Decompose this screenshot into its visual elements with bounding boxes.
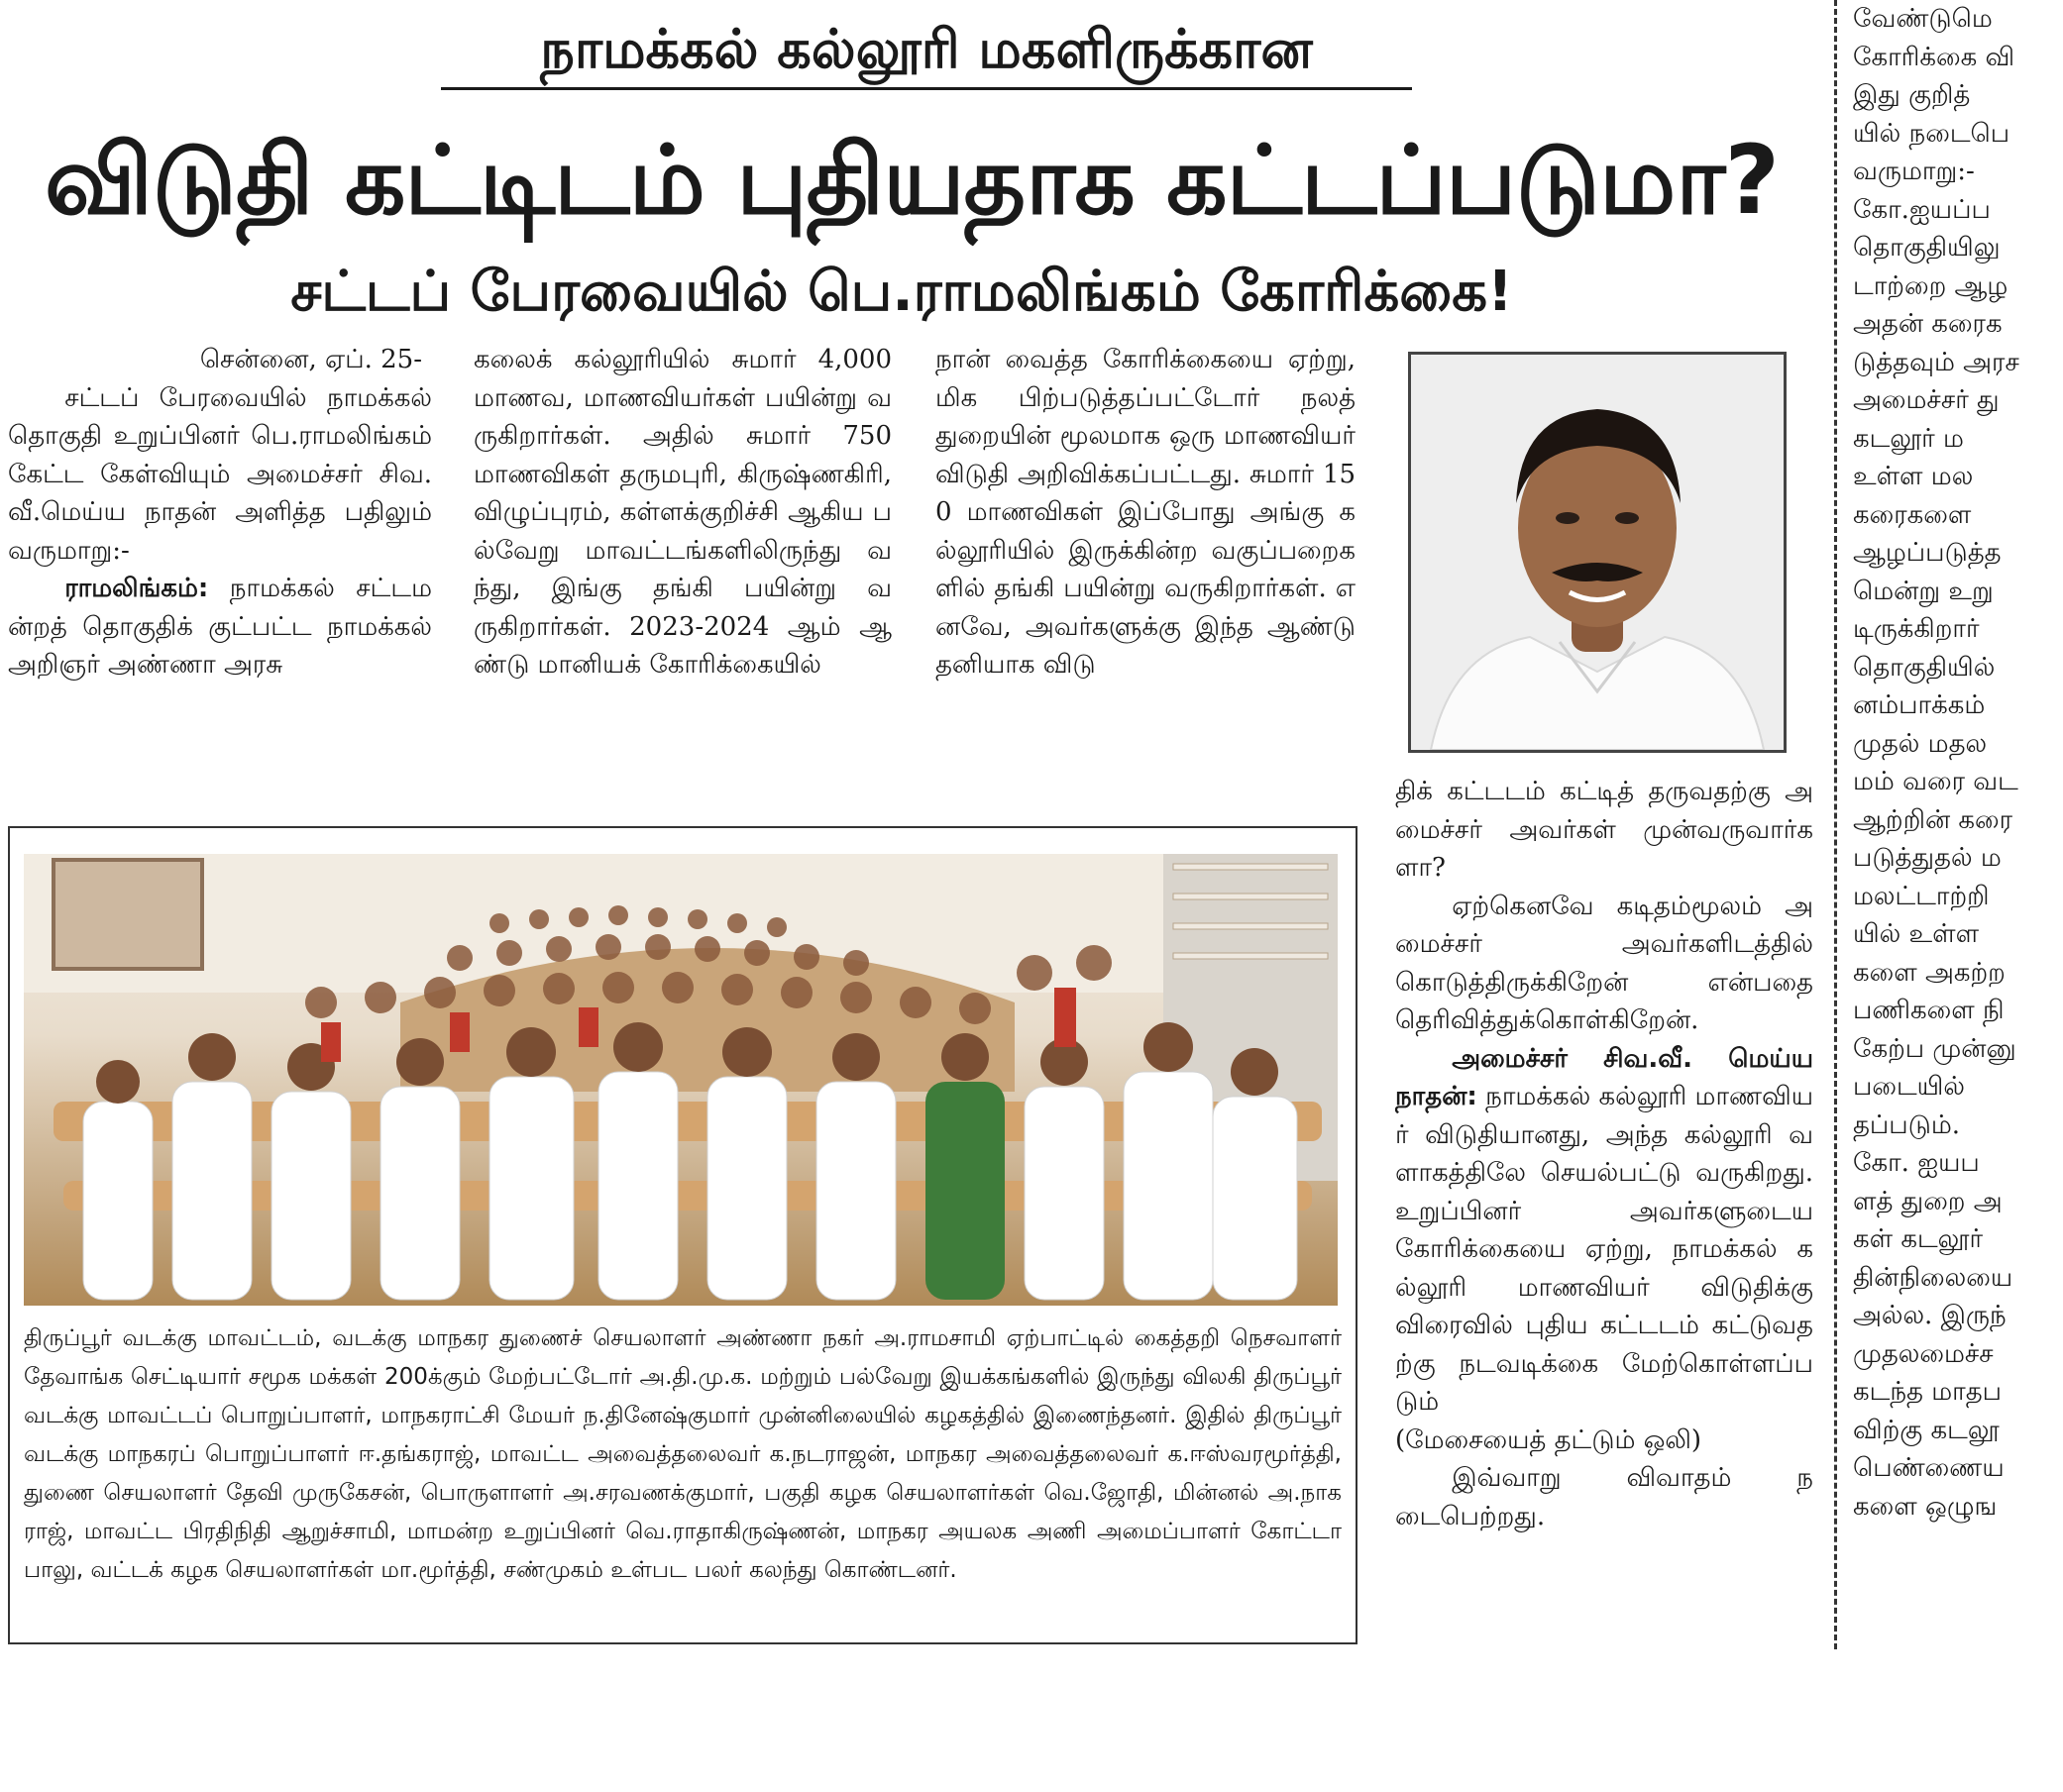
- side-line: மென்று உறு: [1853, 576, 1994, 606]
- side-line: அமைச்சர் து: [1853, 385, 2000, 415]
- question-text-3: நான் வைத்த கோரிக்கையை ஏற்று, மிக பிற்படுத்தப்பட்டோர் நலத் துறையின் மூலமாக ஒரு மாணவியர் விடுதி அறிவிக்கப்பட்டது. சுமார் 150 மாணவிகள் இப்போது அங்கு கல்லூரியில் இருக்கின்ற வகுப்பறைகளில் தங்கி பயின்று வருகிறார்கள். எனவே, அவர்களுக்கு இந்த ஆண்டு தனியாக விடு: [935, 345, 1356, 680]
- applause-note: (மேசையைத் தட்டும் ஒலி): [1395, 1424, 1702, 1455]
- side-line: களை ஒழுங: [1853, 1491, 1998, 1522]
- side-line: தொகுதியில்: [1853, 652, 1996, 683]
- side-line: கோ.ஐயப்ப: [1853, 194, 1991, 225]
- question-text-2: கலைக் கல்லூரியில் சுமார் 4,000 மாணவ, மாணவியர்கள் பயின்று வருகிறார்கள். அதில் சுமார் 750 மாணவிகள் தருமபுரி, கிருஷ்ணகிரி, விழுப்புரம், கள்ளக்குறிச்சி ஆகிய பல்வேறு மாவட்டங்களிலிருந்து வந்து, இங்கு தங்கி பயின்று வருகிறார்கள். 2023-2024 ஆம் ஆண்டு மானியக் கோரிக்கையில்: [474, 345, 892, 680]
- side-line: கடலூர் ம: [1853, 423, 1964, 454]
- answer-speaker: அமைச்சர் சிவ.வீ. மெய்ய நாதன்:: [1395, 1043, 1813, 1111]
- question-paragraph: [8, 570, 432, 685]
- side-line: கோரிக்கை வி: [1853, 42, 2015, 72]
- photo-caption: திருப்பூர் வடக்கு மாவட்டம், வடக்கு மாநகர துணைச் செயலாளர் அண்ணா நகர் அ.ராமசாமி ஏற்பாட்டில் கைத்தறி நெசவாளர் தேவாங்க செட்டியார் சமூக மக்கள் 200க்கும் மேற்பட்டோர் அ.தி.மு.க. மற்றும் பல்வேறு இயக்கங்களில் இருந்து விலகி திருப்பூர் வடக்கு மாவட்டப் பொறுப்பாளர், மாநகராட்சி மேயர் ந.தினேஷ்குமார் முன்னிலையில் கழகத்தில் இணைந்தனர். இதில் திருப்பூர் வடக்கு மாநகரப் பொறுப்பாளர் ஈ.தங்கராஜ், மாவட்ட அவைத்தலைவர் க.நடராஜன், மாநகர அவைத்தலைவர் க.ஈஸ்வரமூர்த்தி, துணை செயலாளர் தேவி முருகேசன், பொருளாளர் அ.சரவணக்குமார், பகுதி கழக செயலாளர்கள் வெ.ஜோதி, மின்னல் அ.நாகராஜ், மாவட்ட பிரதிநிதி ஆறுச்சாமி, மாமன்ற உறுப்பினர் வெ.ராதாகிருஷ்ணன், மாநகர அயலக அணி அமைப்பாளர் கோட்டா பாலு, வட்டக் கழக செயலாளர்கள் மா.மூர்த்தி, சண்முகம் உள்பட பலர் கலந்து கொண்டனர்.: [24, 1325, 1342, 1583]
- side-line: டுத்தவும் அரச: [1853, 347, 2019, 377]
- side-line: கேற்ப முன்னு: [1853, 1033, 2016, 1064]
- side-line: உள்ள மல: [1853, 462, 1974, 491]
- question-text-1: நாமக்கல் சட்டமன்றத் தொகுதிக் குட்பட்ட நாமக்கல் அறிஞர் அண்ணா அரசு: [8, 574, 432, 680]
- side-line: டிருக்கிறார்: [1853, 614, 1980, 644]
- answer-text: நாமக்கல் கல்லூரி மாணவியர் விடுதியானது, அந்த கல்லூரி வளாகத்திலே செயல்பட்டு வருகிறது. உறுப்பினர் அவர்களுடைய கோரிக்கையை ஏற்று, நாமக்கல் கல்லூரி மாணவியர் விடுதிக்கு விரைவில் புதிய கட்டடம் கட்டுவதற்கு நடவடிக்கை மேற்கொள்ளப்படும்: [1395, 1082, 1813, 1417]
- side-line: கள் கடலூர்: [1853, 1224, 1984, 1254]
- side-line: யில் நடைபெ: [1853, 118, 2010, 149]
- side-line: வருமாறு:-: [1853, 157, 1975, 186]
- side-line: டாற்றை ஆழ: [1853, 270, 2009, 301]
- side-line: கோ. ஐயப: [1853, 1148, 1980, 1178]
- side-line: படையில்: [1853, 1072, 1965, 1102]
- side-line: தப்படும்.: [1853, 1109, 1961, 1140]
- group-photo: [24, 854, 1338, 1306]
- side-line: அல்ல. இருந்: [1853, 1301, 2007, 1330]
- side-line: படுத்துதல் ம: [1853, 843, 2002, 873]
- side-line: கடந்த மாதப: [1853, 1377, 2002, 1407]
- side-line: முதலமைச்ச: [1853, 1338, 1994, 1369]
- article-column-1: [8, 341, 432, 798]
- side-line: மம் வரை வட: [1853, 767, 2018, 796]
- portrait-image: [1411, 355, 1784, 750]
- kicker-headline: நாமக்கல் கல்லூரி மகளிருக்கான: [540, 18, 1313, 80]
- adjacent-article-column: [1853, 0, 2063, 1684]
- side-line: விற்கு கடலூ: [1853, 1415, 2000, 1445]
- column-divider: [1834, 0, 1837, 1649]
- dateline: சென்னை, ஏப். 25-: [199, 345, 422, 374]
- main-headline: விடுதி கட்டிடம் புதியதாக கட்டப்படுமா?: [44, 125, 1780, 236]
- closing-line: இவ்வாறு விவாதம் நடைபெற்றது.: [1395, 1463, 1813, 1531]
- side-line: ஆற்றின் கரை: [1853, 804, 2013, 835]
- side-line: கரைகளை: [1853, 499, 1972, 530]
- article-column-3: [935, 341, 1356, 798]
- side-line: களை அகற்ற: [1853, 957, 2006, 988]
- side-line: தின்நிலையை: [1853, 1262, 2013, 1293]
- side-line: முதல் மதல: [1853, 728, 1988, 759]
- side-line: ளத் துறை அ: [1853, 1186, 2003, 1216]
- speaker-portrait: [1408, 352, 1787, 753]
- side-line: மலட்டாற்றி: [1853, 881, 1990, 911]
- question-text-5: ஏற்கெனவே கடிதம்மூலம் அமைச்சர் அவர்களிடத்தில் கொடுத்திருக்கிறேன் என்பதை தெரிவித்துக்கொள்கிறேன்.: [1395, 891, 1813, 1035]
- side-line: பணிகளை நி: [1853, 996, 2005, 1025]
- side-line: இது குறித்: [1853, 80, 1971, 110]
- article-column-4: [1395, 773, 1813, 1648]
- article-column-2: [474, 341, 892, 798]
- group-photo-image: [24, 854, 1338, 1306]
- article-intro: சட்டப் பேரவையில் நாமக்கல் தொகுதி உறுப்பினர் பெ.ராமலிங்கம் கேட்ட கேள்வியும் அமைச்சர் சிவ.வீ.மெய்ய நாதன் அளித்த பதிலும் வருமாறு:-: [8, 382, 432, 566]
- side-line: யில் உள்ள: [1853, 919, 1980, 949]
- side-line: வேண்டுமெ: [1853, 4, 1993, 34]
- side-line: ஆழப்படுத்த: [1853, 538, 2002, 568]
- question-text-4: திக் கட்டடம் கட்டித் தருவதற்கு அமைச்சர் அவர்கள் முன்வருவார்களா?: [1395, 777, 1813, 883]
- side-line: அதன் கரைக: [1853, 309, 2003, 339]
- answer-paragraph: [1395, 1040, 1813, 1422]
- side-line: தொகுதியிலு: [1853, 233, 2001, 263]
- sub-headline: சட்டப் பேரவையில் பெ.ராமலிங்கம் கோரிக்கை!: [290, 260, 1513, 324]
- side-line: னம்பாக்கம்: [1853, 690, 1986, 720]
- side-line: பெண்ணைய: [1853, 1453, 2005, 1483]
- question-speaker: ராமலிங்கம்:: [64, 574, 209, 603]
- kicker-underline: [441, 87, 1412, 90]
